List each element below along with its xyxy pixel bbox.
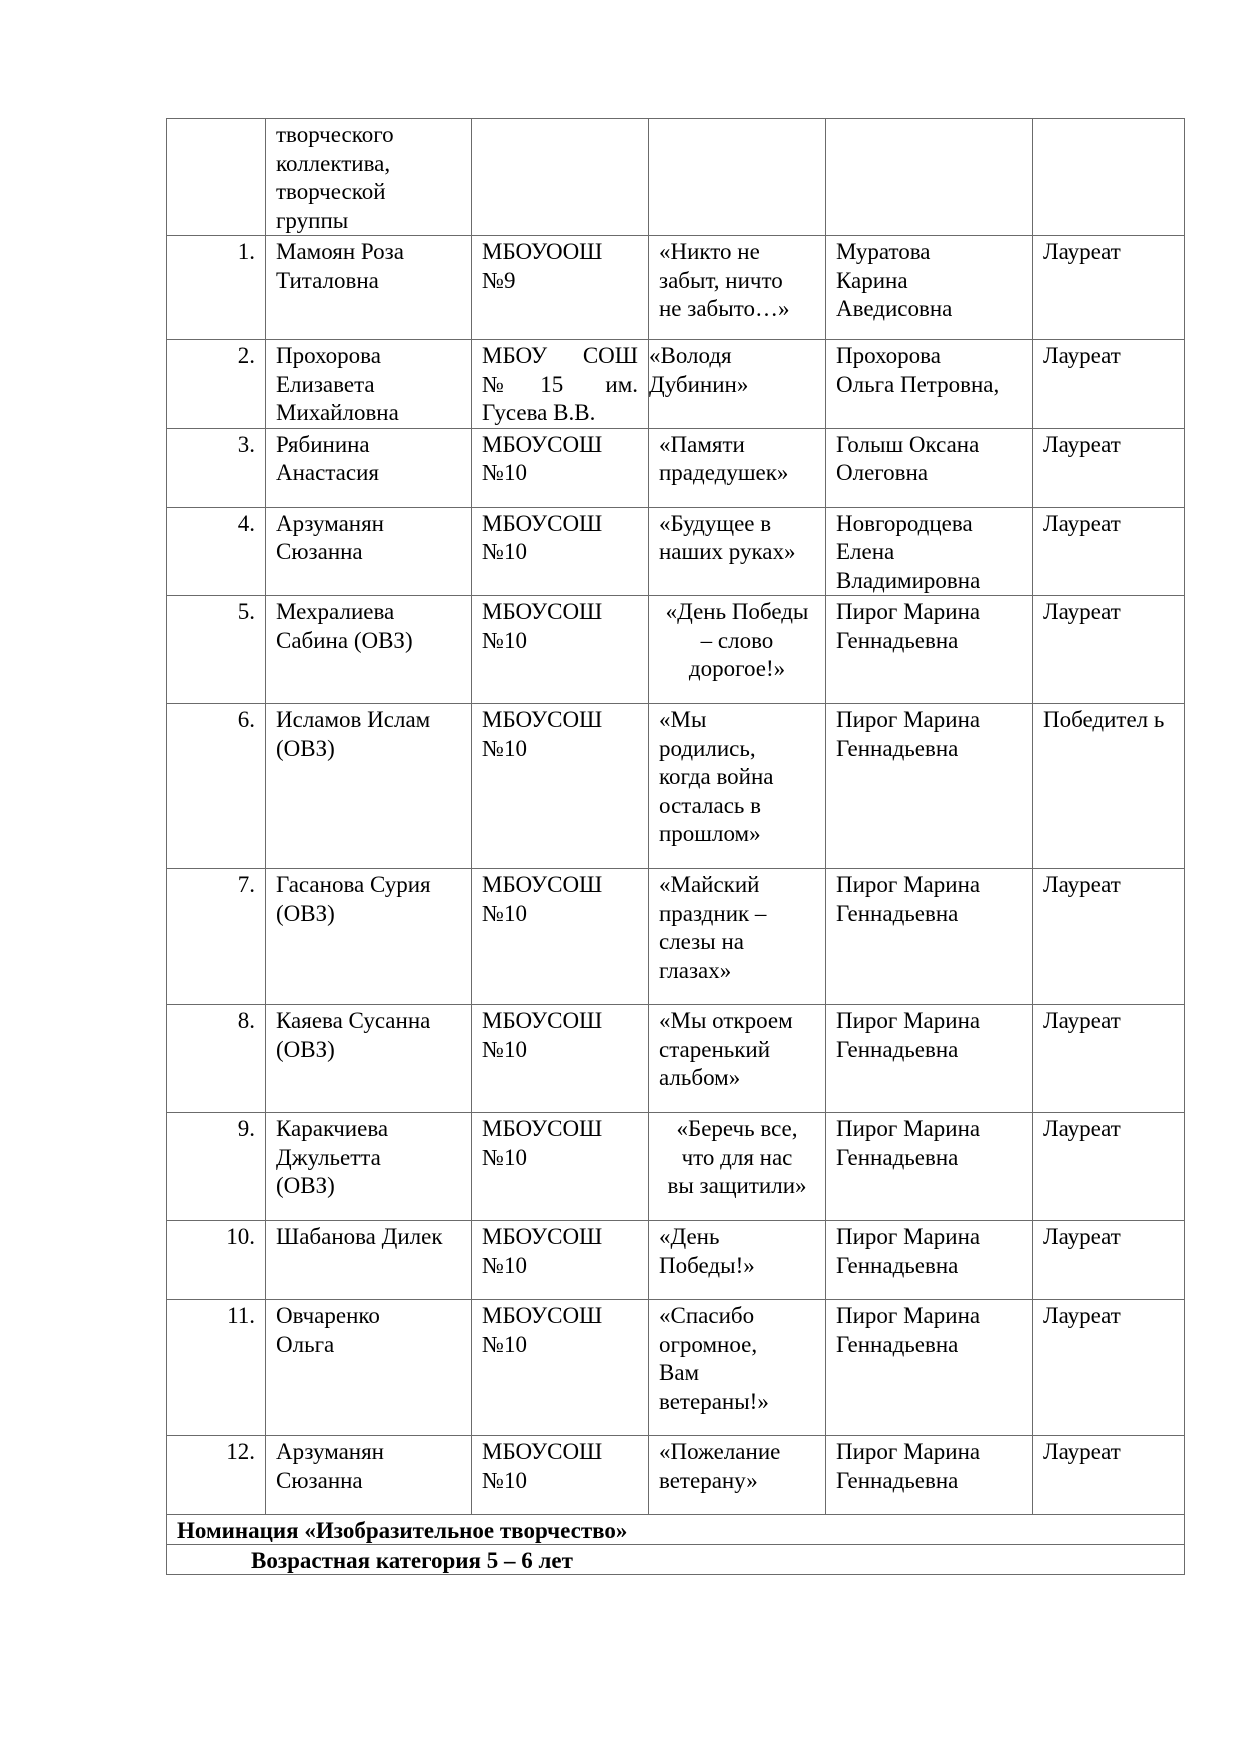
result-status <box>1033 428 1185 507</box>
cell-line: «Беречь все, <box>676 1116 798 1141</box>
cell-line: забыт, ничто <box>659 267 783 293</box>
result-status <box>1033 1221 1185 1300</box>
participant-name <box>266 428 472 507</box>
row-number: 11. <box>167 1300 266 1436</box>
cell-line: группы <box>276 207 349 233</box>
result-text: Лауреат <box>1043 239 1121 264</box>
continuation-cell <box>266 119 472 236</box>
empty-cell <box>472 119 649 236</box>
cell-line: «День Победы <box>665 599 809 624</box>
row-number: 7. <box>167 869 266 1005</box>
cell-line: старенький <box>659 1036 771 1062</box>
cell-line: «День <box>659 1224 720 1249</box>
cell-line: Голыш Оксана <box>836 431 980 457</box>
cell-line: Исламов Ислам <box>276 707 431 732</box>
table-row <box>167 1436 1185 1515</box>
cell-line: Джульетта <box>276 1144 381 1170</box>
cell-line: «Майский <box>659 872 760 897</box>
num-cell-empty <box>167 119 266 236</box>
participant-name <box>266 236 472 340</box>
cell-line: МБОУСОШ <box>482 1303 603 1328</box>
cell-line: №10 <box>482 539 527 564</box>
mentor-name <box>826 1300 1033 1436</box>
result-status <box>1033 1300 1185 1436</box>
cell-line: огромное, <box>659 1331 758 1357</box>
cell-line: №10 <box>482 1331 527 1357</box>
cell-line: Сюзанна <box>276 539 363 564</box>
mentor-name <box>826 507 1033 596</box>
cell-line: Геннадьевна <box>836 735 959 761</box>
cell-line: Арзуманян <box>276 510 384 536</box>
cell-line: (ОВЗ) <box>276 735 335 761</box>
cell-line: Геннадьевна <box>836 1144 959 1170</box>
cell-line: №10 <box>482 627 527 653</box>
cell-line: Дубинин» <box>649 371 749 397</box>
cell-line: МБОУСОШ <box>482 707 603 732</box>
mentor-name <box>826 340 1033 429</box>
cell-line: «Мы <box>659 707 707 732</box>
participant-name <box>266 1221 472 1300</box>
cell-line: Титаловна <box>276 267 379 293</box>
cell-line: (ОВЗ) <box>276 900 335 926</box>
school-name <box>472 596 649 704</box>
work-title <box>649 507 826 596</box>
cell-line: №10 <box>482 1467 527 1493</box>
cell-line: МБОУСОШ <box>482 1439 603 1464</box>
table-row <box>167 340 1185 429</box>
cell-line: Ольга <box>276 1331 335 1357</box>
table-row <box>167 1005 1185 1113</box>
row-number: 2. <box>167 340 266 429</box>
cell-line: Пирог Марина <box>836 707 981 732</box>
table-row <box>167 236 1185 340</box>
cell-line: Аведисовна <box>836 296 953 321</box>
result-status <box>1033 869 1185 1005</box>
cell-line: слезы на <box>659 929 744 954</box>
cell-line: «Никто не <box>659 239 760 264</box>
cell-line: МБОУСОШ <box>482 599 603 624</box>
mentor-name <box>826 1005 1033 1113</box>
cell-line: №10 <box>482 1252 527 1278</box>
work-title <box>649 1221 826 1300</box>
row-number: 5. <box>167 596 266 704</box>
cell-line: №15 им. <box>482 371 638 397</box>
cell-line: Прохорова <box>836 343 941 368</box>
cell-line: «Володя <box>649 343 732 368</box>
cell-line: №10 <box>482 1144 527 1170</box>
cell-line: МБОУСОШ <box>482 431 603 457</box>
cell-line: наших руках» <box>659 539 796 564</box>
work-title <box>649 340 826 429</box>
cell-line: Победы!» <box>659 1252 755 1278</box>
cell-line: Пирог Марина <box>836 1116 981 1141</box>
cell-line: №10 <box>482 1036 527 1062</box>
result-status <box>1033 596 1185 704</box>
cell-line: Геннадьевна <box>836 1036 959 1062</box>
cell-line: Новгородцева <box>836 510 973 536</box>
table-row <box>167 869 1185 1005</box>
cell-line: №10 <box>482 735 527 761</box>
cell-line: МБОУСОШ <box>482 1116 603 1141</box>
cell-line: Карина <box>836 267 908 293</box>
table-row <box>167 1221 1185 1300</box>
participant-name <box>266 340 472 429</box>
cell-line: альбом» <box>659 1065 741 1090</box>
cell-line: Рябинина <box>276 431 370 457</box>
cell-line: Геннадьевна <box>836 1467 959 1493</box>
participant-name <box>266 1300 472 1436</box>
cell-line: «Мы откроем <box>659 1008 793 1033</box>
cell-line: (ОВЗ) <box>276 1036 335 1062</box>
cell-line: №9 <box>482 267 516 293</box>
school-name <box>472 1005 649 1113</box>
cell-line: когда война <box>659 764 774 789</box>
result-text: Лауреат <box>1043 1008 1121 1033</box>
cell-line: вы защитили» <box>667 1173 807 1198</box>
row-number: 6. <box>167 704 266 869</box>
result-text: Лауреат <box>1043 1303 1121 1328</box>
result-text: Лауреат <box>1043 1116 1121 1141</box>
cell-line: «Спасибо <box>659 1303 755 1328</box>
participant-name <box>266 869 472 1005</box>
cell-line: Геннадьевна <box>836 1252 959 1278</box>
mentor-name <box>826 704 1033 869</box>
work-title <box>649 236 826 340</box>
cell-line: Владимировна <box>836 567 981 593</box>
mentor-name <box>826 596 1033 704</box>
continuation-row <box>167 119 1185 236</box>
row-number: 8. <box>167 1005 266 1113</box>
result-status <box>1033 507 1185 596</box>
cell-line: прошлом» <box>659 821 761 846</box>
cell-line: ветерану» <box>659 1467 758 1493</box>
cell-line: – слово <box>700 627 774 653</box>
mentor-name <box>826 428 1033 507</box>
row-number: 1. <box>167 236 266 340</box>
cell-line: Михайловна <box>276 400 399 425</box>
work-title <box>649 1005 826 1113</box>
cell-line: МБОУ СОШ <box>482 343 638 368</box>
result-status <box>1033 236 1185 340</box>
cell-line: Пирог Марина <box>836 1008 981 1033</box>
result-status <box>1033 340 1185 429</box>
school-name <box>472 869 649 1005</box>
cell-line: Шабанова Дилек <box>276 1224 443 1249</box>
cell-line: праздник – <box>659 900 767 926</box>
result-status <box>1033 1005 1185 1113</box>
cell-line: не забыто…» <box>659 296 790 321</box>
cell-line: творческой <box>276 179 386 204</box>
table-row <box>167 704 1185 869</box>
school-name <box>472 704 649 869</box>
cell-line: Арзуманян <box>276 1439 384 1464</box>
cell-line: Гасанова Сурия <box>276 872 431 897</box>
cell-line: Пирог Марина <box>836 599 981 624</box>
participant-name <box>266 1113 472 1221</box>
cell-line: Овчаренко <box>276 1303 380 1328</box>
mentor-name <box>826 1436 1033 1515</box>
cell-line: ветераны!» <box>659 1388 769 1414</box>
cell-line: Каяева Сусанна <box>276 1008 431 1033</box>
cell-line: прадедушек» <box>659 460 789 485</box>
table-row <box>167 1300 1185 1436</box>
cell-line: Анастасия <box>276 460 379 485</box>
cell-line: Елизавета <box>276 371 375 397</box>
row-number: 9. <box>167 1113 266 1221</box>
cell-line: Вам <box>659 1360 700 1385</box>
cell-line: Пирог Марина <box>836 1439 981 1464</box>
row-number: 4. <box>167 507 266 596</box>
row-number: 3. <box>167 428 266 507</box>
school-name <box>472 1436 649 1515</box>
school-name <box>472 1221 649 1300</box>
cell-line: Сабина (ОВЗ) <box>276 627 413 653</box>
cell-line: Геннадьевна <box>836 900 959 926</box>
cell-line: осталась в <box>659 792 762 818</box>
result-text: Лауреат <box>1043 599 1121 624</box>
cell-line: что для нас <box>681 1144 793 1170</box>
cell-line: коллектива, <box>276 150 391 176</box>
cell-line: Ольга Петровна, <box>836 371 1000 397</box>
cell-line: Геннадьевна <box>836 627 959 653</box>
table-row <box>167 507 1185 596</box>
result-status <box>1033 1113 1185 1221</box>
work-title <box>649 1113 826 1221</box>
results-table <box>166 118 1185 1575</box>
school-name <box>472 428 649 507</box>
nomination-heading: Номинация «Изобразительное творчество» <box>167 1515 1185 1545</box>
empty-cell <box>1033 119 1185 236</box>
row-number: 10. <box>167 1221 266 1300</box>
mentor-name <box>826 869 1033 1005</box>
row-number: 12. <box>167 1436 266 1515</box>
school-name <box>472 236 649 340</box>
cell-line: Елена <box>836 539 895 564</box>
cell-line: родились, <box>659 735 756 761</box>
work-title <box>649 869 826 1005</box>
school-name <box>472 507 649 596</box>
participant-name <box>266 507 472 596</box>
empty-cell <box>826 119 1033 236</box>
work-title <box>649 428 826 507</box>
cell-line: Каракчиева <box>276 1116 389 1141</box>
cell-line: «Будущее в <box>659 510 772 536</box>
age-category-row <box>167 1545 1185 1575</box>
school-name <box>472 1113 649 1221</box>
cell-line: глазах» <box>659 957 732 983</box>
participant-name <box>266 1005 472 1113</box>
cell-line: «Памяти <box>659 431 745 457</box>
participant-name <box>266 1436 472 1515</box>
cell-line: МБОУСОШ <box>482 510 603 536</box>
mentor-name <box>826 1221 1033 1300</box>
cell-line: Пирог Марина <box>836 872 981 897</box>
result-status <box>1033 1436 1185 1515</box>
result-text: Лауреат <box>1043 431 1121 457</box>
work-title <box>649 1436 826 1515</box>
cell-line: Пирог Марина <box>836 1224 981 1249</box>
table-row <box>167 596 1185 704</box>
cell-line: дорогое!» <box>688 656 786 681</box>
school-name <box>472 340 649 429</box>
empty-cell <box>649 119 826 236</box>
cell-line: МБОУСОШ <box>482 1008 603 1033</box>
cell-line: Сюзанна <box>276 1467 363 1493</box>
table-row <box>167 1113 1185 1221</box>
cell-line: Геннадьевна <box>836 1331 959 1357</box>
cell-line: «Пожелание <box>659 1439 781 1464</box>
work-title <box>649 704 826 869</box>
participant-name <box>266 596 472 704</box>
cell-line: МБОУООШ <box>482 239 603 264</box>
result-text: Лауреат <box>1043 510 1121 536</box>
cell-line: Мамоян Роза <box>276 239 404 264</box>
nomination-row <box>167 1515 1185 1545</box>
cell-line: творческого <box>276 122 394 147</box>
participant-name <box>266 704 472 869</box>
cell-line: МБОУСОШ <box>482 872 603 897</box>
result-text: Лауреат <box>1043 343 1121 368</box>
result-text: Лауреат <box>1043 872 1121 897</box>
mentor-name <box>826 1113 1033 1221</box>
result-text: Победител ь <box>1043 707 1165 732</box>
cell-line: Гусева В.В. <box>482 400 596 425</box>
cell-line: Муратова <box>836 239 931 264</box>
cell-line: №10 <box>482 460 527 485</box>
result-status <box>1033 704 1185 869</box>
cell-line: Олеговна <box>836 460 929 485</box>
table-row <box>167 428 1185 507</box>
age-category-heading: Возрастная категория 5 – 6 лет <box>167 1545 1185 1575</box>
cell-line: (ОВЗ) <box>276 1173 335 1198</box>
result-text: Лауреат <box>1043 1439 1121 1464</box>
cell-line: Мехралиева <box>276 599 395 624</box>
work-title <box>649 1300 826 1436</box>
work-title <box>649 596 826 704</box>
cell-line: МБОУСОШ <box>482 1224 603 1249</box>
school-name <box>472 1300 649 1436</box>
cell-line: Пирог Марина <box>836 1303 981 1328</box>
cell-line: №10 <box>482 900 527 926</box>
cell-line: Прохорова <box>276 343 381 368</box>
mentor-name <box>826 236 1033 340</box>
result-text: Лауреат <box>1043 1224 1121 1249</box>
